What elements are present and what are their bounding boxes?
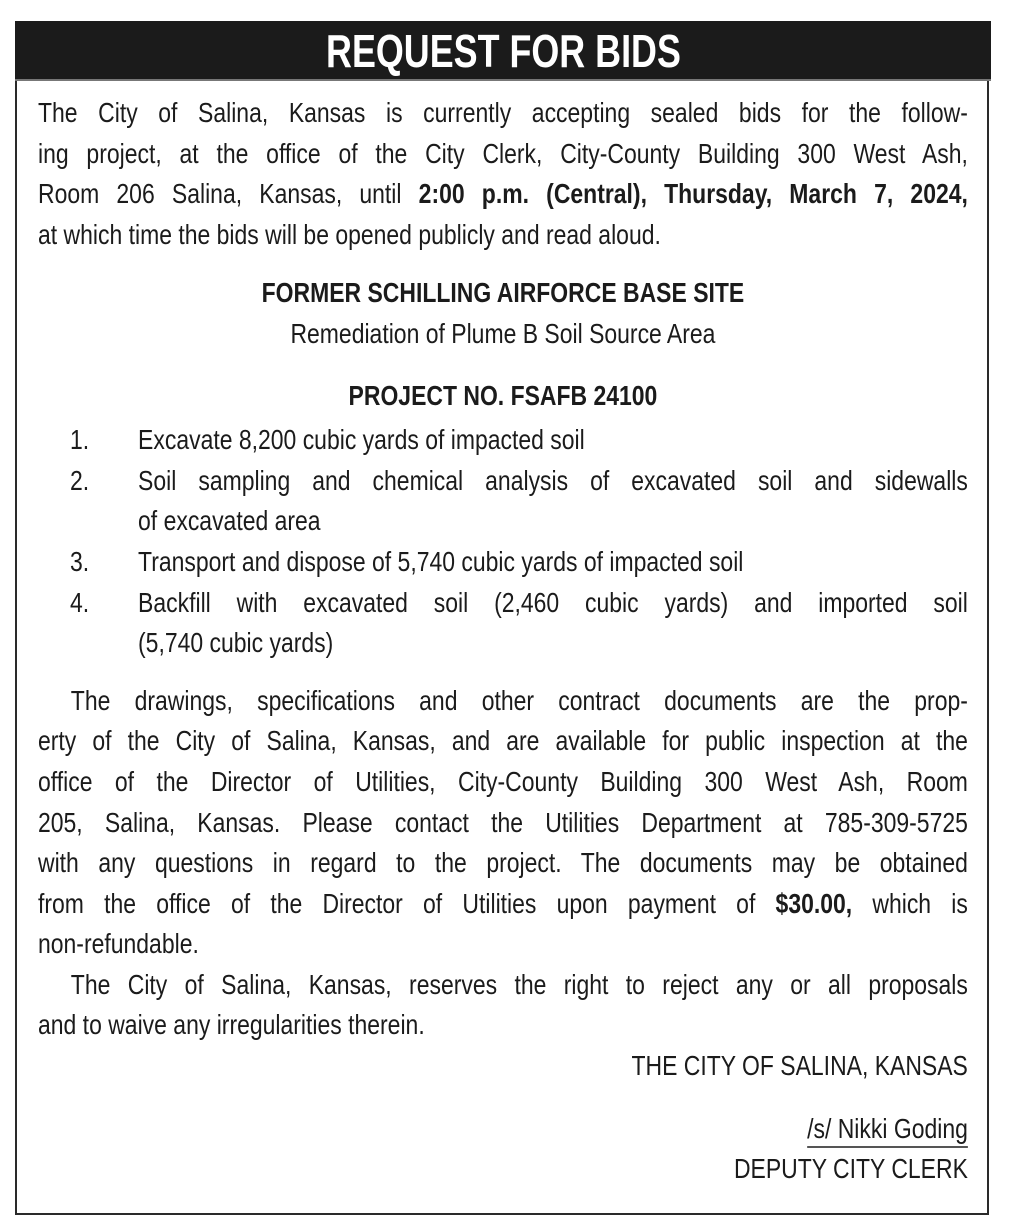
bid-deadline: 2:00 p.m. (Central), Thursday, March 7, 2024, xyxy=(418,178,968,210)
project-site-heading: FORMER SCHILLING AIRFORCE BASE SITE xyxy=(261,277,745,309)
signature-block xyxy=(38,1046,968,1190)
intro-line-3: Room 206 Salina, Kansas, until 2:00 p.m. (Central), Thursday, March 7, 2024, xyxy=(38,178,968,210)
documents-paragraph: The drawings, specifications and other contract documents are the prop- erty of the City of Salina, Kansas, and are available for public inspection at the office of the Director of Utilities, City-County Building 300 West Ash, Room 205, Salina, Kansas. Please contact the Utilities Department at 785-309-5725 with any questions in regard to the project. The documents may be obtained from the office of the Director of Utilities upon payment of $30.00, which is non-refundable. xyxy=(38,684,968,960)
scope-item: 1. Excavate 8,200 cubic yards of impacted soil xyxy=(69,424,585,456)
scope-list xyxy=(38,420,968,664)
intro-paragraph xyxy=(38,93,968,255)
signer-title: DEPUTY CITY CLERK xyxy=(733,1153,968,1185)
intro-line-4: at which time the bids will be opened publicly and read aloud. xyxy=(38,218,661,250)
project-number: PROJECT NO. FSAFB 24100 xyxy=(348,379,658,411)
bid-notice xyxy=(15,21,989,1215)
scope-item: 4. Backfill with excavated soil (2,460 cubic yards) and imported soil (5,740 cubic yards) xyxy=(69,586,968,659)
notice-body xyxy=(38,93,968,1190)
notice-title: REQUEST FOR BIDS xyxy=(325,25,681,77)
scope-item: 2. Soil sampling and chemical analysis of excavated soil and sidewalls of excavated area xyxy=(69,464,968,537)
intro-line-1: The City of Salina, Kansas is currently accepting sealed bids for the follow- xyxy=(38,97,968,128)
reserve-rights-paragraph: The City of Salina, Kansas, reserves the right to reject any or all proposals and to waive any irregularities therein. xyxy=(38,968,968,1041)
project-subtitle: Remediation of Plume B Soil Source Area xyxy=(290,317,716,349)
scope-item: 3. Transport and dispose of 5,740 cubic yards of impacted soil xyxy=(69,545,744,577)
notice-header xyxy=(15,21,991,81)
document-fee: $30.00, xyxy=(775,887,853,919)
signature: /s/ Nikki Goding xyxy=(807,1112,968,1148)
intro-line-2: ing project, at the office of the City Clerk, City-County Building 300 West Ash, xyxy=(38,137,968,169)
issuing-entity: THE CITY OF SALINA, KANSAS xyxy=(631,1050,968,1082)
